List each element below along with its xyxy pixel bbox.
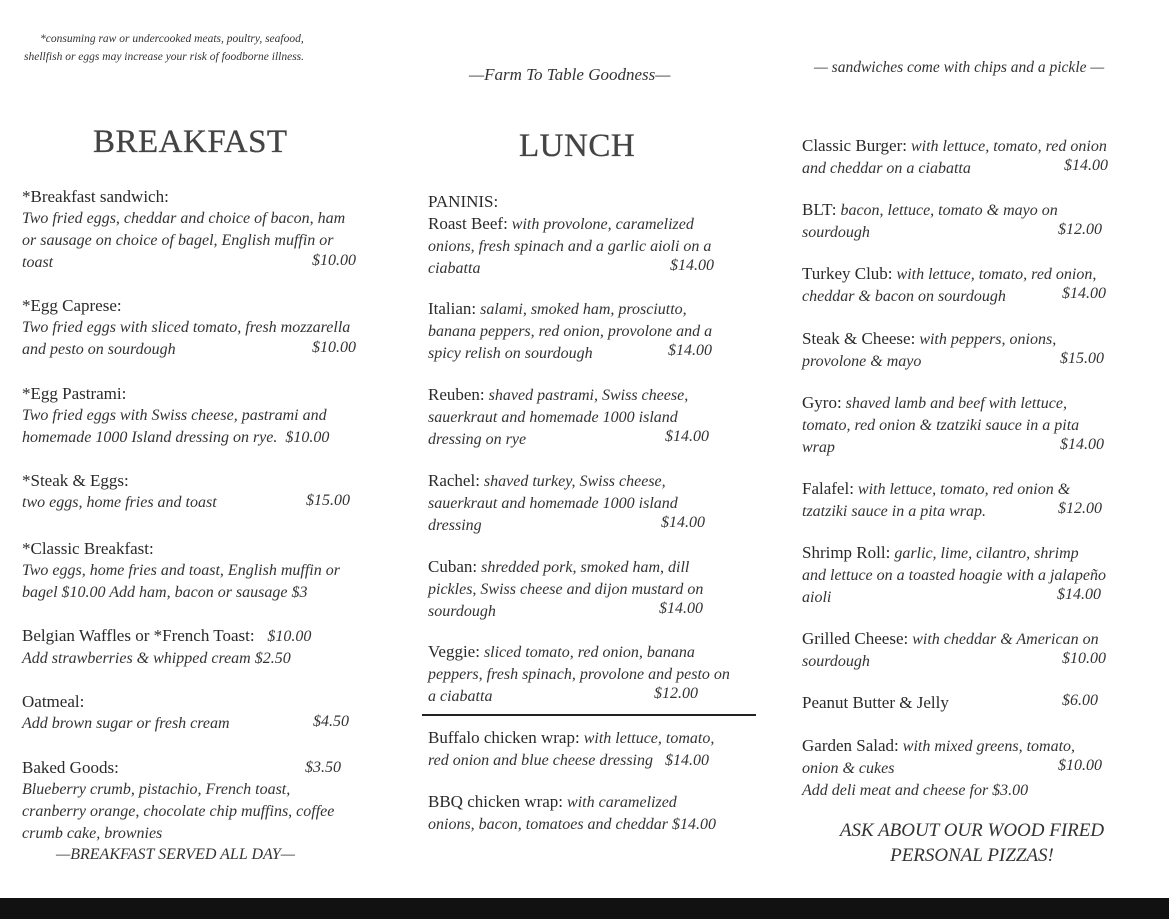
item-price: $10.00 <box>312 252 356 269</box>
item-desc <box>428 213 758 236</box>
item-name: Rachel: <box>428 471 480 490</box>
item-price: $14.00 <box>1062 285 1106 302</box>
item-name: Steak & Cheese: <box>802 329 916 348</box>
item-desc-text: homemade 1000 Island dressing on rye. <box>22 429 278 446</box>
item-desc-text: bacon, lettuce, tomato & mayo on <box>836 202 1058 219</box>
item-name: *Egg Caprese: <box>22 296 122 315</box>
item-desc: and cheddar on a ciabatta <box>802 160 971 177</box>
menu-item-steak-cheese <box>802 328 1142 373</box>
item-desc: and lettuce on a toasted hoagie with a jalapeño <box>802 567 1106 584</box>
item-name: Turkey Club: <box>802 264 893 283</box>
item-desc-text: with lettuce, tomato, red onion <box>906 138 1107 155</box>
menu-item-baked-goods <box>22 757 382 845</box>
item-price: $12.00 <box>1058 500 1102 517</box>
item-desc <box>802 542 1142 565</box>
notice-line: shellfish or eggs may increase your risk of foodborne illness. <box>24 51 305 63</box>
breakfast-served-all-day: —BREAKFAST SERVED ALL DAY— <box>56 846 296 863</box>
menu-item-buffalo-chicken-wrap <box>428 727 758 772</box>
item-desc: tomato, red onion & tzatziki sauce in a pita <box>802 417 1080 434</box>
item-desc: cheddar & bacon on sourdough <box>802 288 1006 305</box>
item-desc <box>802 392 1142 415</box>
item-price: $14.00 <box>665 428 709 445</box>
menu-item-bbq-chicken-wrap <box>428 791 758 836</box>
menu-item-oatmeal <box>22 691 382 735</box>
item-desc: dressing on rye <box>428 431 527 448</box>
item-desc: spicy relish on sourdough <box>428 345 593 362</box>
item-desc: bagel $10.00 Add ham, bacon or sausage $3 <box>22 584 308 601</box>
item-price: $14.00 <box>1060 436 1104 453</box>
item-name: *Breakfast sandwich: <box>22 187 169 206</box>
item-price: $10.00 <box>1062 650 1106 667</box>
item-desc-text: with lettuce, tomato, <box>579 730 715 747</box>
item-desc-text: onions, bacon, tomatoes and cheddar <box>428 816 668 833</box>
item-desc <box>428 814 758 836</box>
item-desc-text: sliced tomato, red onion, banana <box>479 644 695 661</box>
item-desc: Two fried eggs with sliced tomato, fresh mozzarella <box>22 319 351 336</box>
item-name: Roast Beef: <box>428 214 508 233</box>
item-desc <box>802 735 1142 758</box>
menu-item-gyro <box>802 392 1142 459</box>
item-desc: Two fried eggs with Swiss cheese, pastrami and <box>22 407 327 424</box>
menu-item-waffles-french-toast <box>22 625 382 670</box>
menu-item-falafel <box>802 478 1142 523</box>
menu-item-classic-breakfast <box>22 538 382 604</box>
item-desc: Two fried eggs, cheddar and choice of bacon, ham <box>22 210 346 227</box>
item-desc <box>802 328 1142 351</box>
item-desc <box>428 791 758 814</box>
menu-item-veggie <box>428 641 758 708</box>
farm-to-table-tagline: —Farm To Table Goodness— <box>469 65 671 84</box>
item-price: $14.00 <box>661 514 705 531</box>
item-desc-text: salami, smoked ham, prosciutto, <box>476 301 687 318</box>
item-price: $14.00 <box>671 816 716 833</box>
item-desc-text: with lettuce, tomato, red onion, <box>892 266 1097 283</box>
item-desc-text: shaved pastrami, Swiss cheese, <box>484 387 689 404</box>
item-name: Reuben: <box>428 385 485 404</box>
item-name: BBQ chicken wrap: <box>428 792 564 811</box>
item-desc: crumb cake, brownies <box>22 825 163 842</box>
item-name-text: Belgian Waffles or *French Toast: <box>22 626 255 645</box>
menu-item-rachel <box>428 470 758 537</box>
item-price: $10.00 <box>312 339 356 356</box>
menu-item-italian <box>428 298 758 365</box>
item-desc: onions, fresh spinach and a garlic aioli on a <box>428 238 712 255</box>
item-desc: sourdough <box>802 653 870 670</box>
item-desc: sourdough <box>802 224 870 241</box>
item-name: Classic Burger: <box>802 136 907 155</box>
item-desc: cranberry orange, chocolate chip muffins, coffee <box>22 803 335 820</box>
menu-item-garden-salad <box>802 735 1142 802</box>
menu-item-classic-burger <box>802 135 1142 180</box>
item-desc <box>428 384 758 407</box>
item-price: $15.00 <box>306 492 350 509</box>
item-name: Gyro: <box>802 393 842 412</box>
item-desc <box>802 478 1142 501</box>
item-desc: banana peppers, red onion, provolone and a <box>428 323 713 340</box>
item-price: $14.00 <box>665 752 709 769</box>
item-desc: ciabatta <box>428 260 481 277</box>
item-price: $4.50 <box>313 713 349 730</box>
paninis-heading <box>428 191 758 213</box>
item-desc: sauerkraut and homemade 1000 island <box>428 495 678 512</box>
menu-item-cuban <box>428 556 758 623</box>
item-name: Falafel: <box>802 479 854 498</box>
item-desc <box>428 470 758 493</box>
item-desc-text: with provolone, caramelized <box>507 216 694 233</box>
item-desc: tzatziki sauce in a pita wrap. <box>802 503 986 520</box>
item-price: $3.50 <box>305 759 341 776</box>
item-name: *Classic Breakfast: <box>22 539 154 558</box>
sandwiches-tagline: — sandwiches come with chips and a pickle — <box>814 59 1105 76</box>
item-name: Peanut Butter & Jelly <box>802 693 949 712</box>
menu-item-pbj <box>802 692 1142 714</box>
item-desc <box>428 641 758 664</box>
item-name: *Egg Pastrami: <box>22 384 127 403</box>
menu-item-roast-beef <box>428 213 758 280</box>
item-desc: wrap <box>802 439 835 456</box>
item-desc <box>22 427 382 449</box>
item-desc-text: garlic, lime, cilantro, shrimp <box>890 545 1079 562</box>
item-desc: peppers, fresh spinach, provolone and pesto on <box>428 666 730 683</box>
item-desc: Two eggs, home fries and toast, English muffin or <box>22 562 340 579</box>
item-desc-text: shredded pork, smoked ham, dill <box>477 559 690 576</box>
item-desc-text: shaved turkey, Swiss cheese, <box>479 473 666 490</box>
paninis-label: PANINIS: <box>428 192 499 211</box>
item-desc: toast <box>22 254 54 271</box>
item-desc: dressing <box>428 517 482 534</box>
item-price: $14.00 <box>1057 586 1101 603</box>
item-price: $12.00 <box>654 685 698 702</box>
item-desc <box>428 298 758 321</box>
item-name: Cuban: <box>428 557 478 576</box>
item-price: $15.00 <box>1060 350 1104 367</box>
item-name: Grilled Cheese: <box>802 629 909 648</box>
item-desc: onion & cukes <box>802 760 895 777</box>
item-desc: two eggs, home fries and toast <box>22 494 217 511</box>
item-price: $10.00 <box>285 429 330 446</box>
item-price: $14.00 <box>670 257 714 274</box>
item-name: Buffalo chicken wrap: <box>428 728 580 747</box>
item-desc <box>802 199 1142 222</box>
pizza-callout-line: PERSONAL PIZZAS! <box>890 845 1054 866</box>
item-desc-text: shaved lamb and beef with lettuce, <box>841 395 1067 412</box>
item-desc: sauerkraut and homemade 1000 island <box>428 409 678 426</box>
lunch-divider <box>422 714 756 716</box>
item-desc: aioli <box>802 589 832 606</box>
item-desc: Add deli meat and cheese for $3.00 <box>802 782 1029 799</box>
item-desc: Add brown sugar or fresh cream <box>22 715 230 732</box>
item-price: $6.00 <box>1062 692 1098 709</box>
item-price: $14.00 <box>659 600 703 617</box>
item-desc <box>428 727 758 750</box>
menu-item-egg-caprese <box>22 295 382 361</box>
pizza-callout <box>802 818 1142 868</box>
menu-item-turkey-club <box>802 263 1142 308</box>
item-desc <box>428 750 758 772</box>
item-desc-text: red onion and blue cheese dressing <box>428 752 653 769</box>
bottom-bar <box>0 898 1169 919</box>
item-desc: or sausage on choice of bagel, English muffin or <box>22 232 334 249</box>
item-price: $12.00 <box>1058 221 1102 238</box>
item-desc: Blueberry crumb, pistachio, French toast, <box>22 781 291 798</box>
item-name: BLT: <box>802 200 837 219</box>
item-desc <box>428 556 758 579</box>
item-desc: a ciabatta <box>428 688 493 705</box>
item-desc-text: with lettuce, tomato, red onion & <box>853 481 1071 498</box>
item-price: $10.00 <box>1058 757 1102 774</box>
item-desc-text: with peppers, onions, <box>915 331 1057 348</box>
item-name: Oatmeal: <box>22 692 85 711</box>
item-desc <box>802 135 1142 158</box>
food-safety-notice <box>24 30 384 66</box>
item-name: Italian: <box>428 299 477 318</box>
item-name: Garden Salad: <box>802 736 899 755</box>
menu-item-shrimp-roll <box>802 542 1142 609</box>
item-desc: Add strawberries & whipped cream $2.50 <box>22 650 291 667</box>
item-name: Veggie: <box>428 642 480 661</box>
item-desc-text: with mixed greens, tomato, <box>898 738 1076 755</box>
item-name: Baked Goods: <box>22 758 119 777</box>
item-price: $14.00 <box>1064 157 1108 174</box>
menu-item-breakfast-sandwich <box>22 186 362 274</box>
item-price: $14.00 <box>668 342 712 359</box>
item-desc: and pesto on sourdough <box>22 341 176 358</box>
menu-item-steak-eggs <box>22 470 382 514</box>
lunch-title: LUNCH <box>519 128 636 164</box>
item-name <box>22 625 382 648</box>
item-desc-text: with caramelized <box>563 794 677 811</box>
menu-item-grilled-cheese <box>802 628 1142 673</box>
menu-item-blt <box>802 199 1142 244</box>
notice-line: *consuming raw or undercooked meats, poultry, seafood, <box>40 33 304 45</box>
item-desc <box>802 628 1142 651</box>
pizza-callout-line: ASK ABOUT OUR WOOD FIRED <box>839 820 1105 841</box>
menu-item-reuben <box>428 384 758 451</box>
menu-item-egg-pastrami <box>22 383 382 449</box>
item-desc <box>802 263 1142 286</box>
item-desc: provolone & mayo <box>802 353 922 370</box>
item-desc: sourdough <box>428 603 496 620</box>
breakfast-title: BREAKFAST <box>93 124 288 160</box>
item-desc: pickles, Swiss cheese and dijon mustard on <box>428 581 704 598</box>
item-price: $10.00 <box>267 628 312 645</box>
item-name: Shrimp Roll: <box>802 543 891 562</box>
item-desc-text: with cheddar & American on <box>908 631 1099 648</box>
item-name: *Steak & Eggs: <box>22 471 129 490</box>
